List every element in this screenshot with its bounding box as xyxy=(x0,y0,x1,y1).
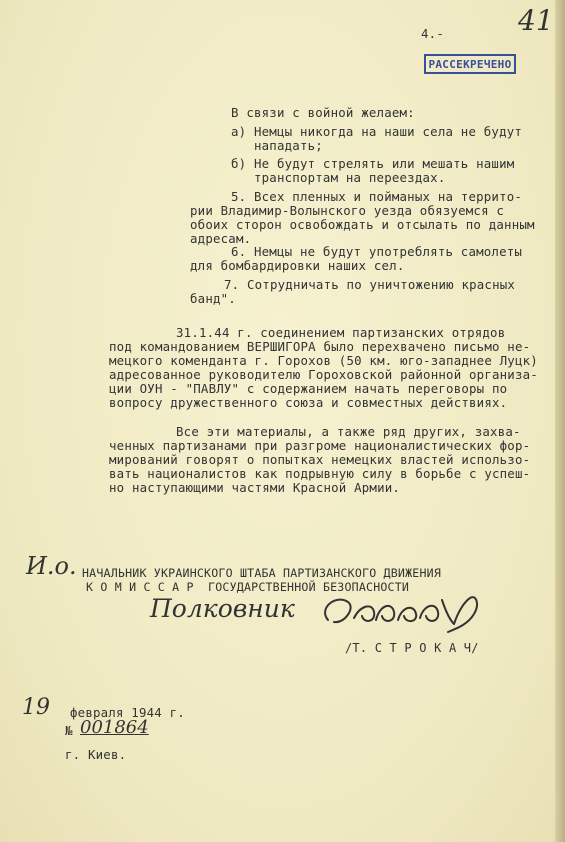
signatory-title-line1: НАЧАЛЬНИК УКРАИНСКОГО ШТАБА ПАРТИЗАНСКОГО ДВИЖЕНИЯ xyxy=(82,566,442,580)
rank-handwritten: Полковник xyxy=(150,594,295,623)
signatory-title-line2: К О М И С С А Р ГОСУДАРСТВЕННОЙ БЕЗОПАСНОСТИ xyxy=(86,580,410,594)
acting-prefix-handwritten: И.о. xyxy=(26,552,77,580)
point7-line: 7. Сотрудничать по уничтожению красных xyxy=(224,277,516,292)
point5-line: 5. Всех пленных и пойманых на террито- xyxy=(231,189,523,204)
signatory-name: /Т. С Т Р О К А Ч/ xyxy=(345,641,479,655)
para1-line: под командованием ВЕРШИГОРА было перехвачено письмо не- xyxy=(109,339,531,354)
point5-line: обоих сторон освобождать и отсылать по данным xyxy=(190,217,535,232)
para2-line: ченных партизанами при разгроме националистических фор- xyxy=(109,438,531,453)
para2-line: вать националистов как подрывную силу в борьбе с успеш- xyxy=(109,466,531,481)
page-number: 4.- xyxy=(421,26,444,41)
para2-line: но наступающими частями Красной Армии. xyxy=(109,480,401,495)
page-edge xyxy=(555,0,565,842)
para2-line: мирований говорят о попытках немецких властей использо- xyxy=(109,452,531,467)
item-line: б) Не будут стрелять или мешать нашим xyxy=(231,156,515,171)
document-number-handwritten: 001864 xyxy=(80,717,149,738)
item-line: нападать; xyxy=(231,138,323,153)
item-line: а) Немцы никогда на наши села не будут xyxy=(231,124,523,139)
para1-line: вопросу дружественного союза и совместных действиях. xyxy=(109,395,508,410)
para1-line: мецкого коменданта г. Горохов (50 км. юго-западнее Луцк) xyxy=(109,353,538,368)
point6-line: 6. Немцы не будут употреблять самолеты xyxy=(231,244,523,259)
point6-line: для бомбардировки наших сел. xyxy=(190,258,405,273)
para1-line: 31.1.44 г. соединением партизанских отрядов xyxy=(176,325,506,340)
city: г. Киев. xyxy=(65,747,127,762)
point7-line: банд". xyxy=(190,291,236,306)
intro-line: В связи с войной желаем: xyxy=(231,105,415,120)
item-line: транспортам на переездах. xyxy=(231,170,446,185)
para2-line: Все эти материалы, а также ряд других, захва- xyxy=(176,424,521,439)
handwritten-signature xyxy=(318,588,508,638)
point5-line: адресам. xyxy=(190,231,252,246)
date-day-handwritten: 19 xyxy=(22,695,50,720)
declassified-stamp: РАССЕКРЕЧЕНО xyxy=(424,54,516,74)
para1-line: адресованное руководителю Гороховской районной организа- xyxy=(109,367,538,382)
date-month-year: февраля 1944 г. xyxy=(70,705,185,720)
folio-number: 41 xyxy=(518,4,554,37)
para1-line: ции ОУН - "ПАВЛУ" с содержанием начать переговоры по xyxy=(109,381,508,396)
document-number-prefix: № xyxy=(65,723,73,738)
point5-line: рии Владимир-Волынского уезда обязуемся с xyxy=(190,203,505,218)
